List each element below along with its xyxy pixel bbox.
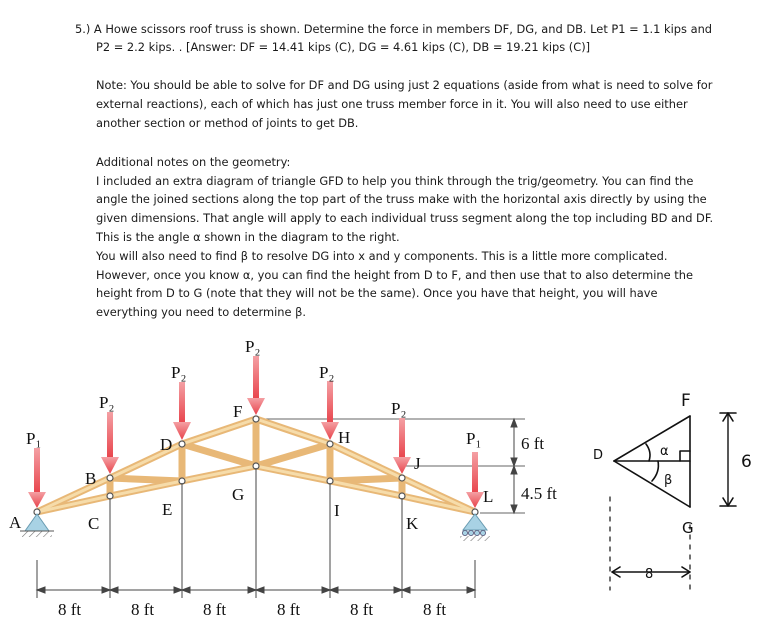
- load-arrow-b: [101, 412, 119, 474]
- load-label-f: P₂: [245, 337, 261, 356]
- span-label-4: 8 ft: [277, 600, 301, 619]
- height-label-bottom: 4.5 ft: [521, 484, 557, 503]
- load-arrow-h: [321, 381, 339, 440]
- note-line-2: external reactions), each of which has just one truss member force in it. You will also need to use either: [96, 97, 688, 111]
- geometry-line-4: given dimensions. That angle will apply to each individual truss segment along the top including BD and DF.: [96, 211, 714, 225]
- support-pin-a: [20, 514, 54, 537]
- node-label-g: G: [232, 485, 245, 504]
- load-label-h: P₂: [319, 363, 335, 382]
- node-label-c: C: [88, 514, 100, 533]
- height-label-top: 6 ft: [521, 434, 545, 453]
- span-label-6: 8 ft: [423, 600, 447, 619]
- node-label-f: F: [233, 402, 243, 421]
- geometry-line-7: However, once you know α, you can find the height from D to F, and then use that to also determine the: [96, 268, 693, 282]
- geometry-line-9: everything you need to determine β.: [96, 305, 306, 319]
- member-ji: [330, 478, 402, 481]
- joint-j: [399, 475, 405, 481]
- load-arrow-d: [173, 382, 191, 440]
- problem-line-1: 5.) A Howe scissors roof truss is shown. Determine the force in members DF, DG, and DB. Let P1 = 1.1 kips and: [75, 22, 713, 36]
- load-label-l: P₁: [466, 429, 482, 448]
- member-hg: [256, 444, 330, 466]
- node-label-k: K: [406, 514, 419, 533]
- load-label-d: P₂: [171, 363, 187, 382]
- sketch-label-g: G: [682, 519, 694, 537]
- sketch-side-dg: [614, 461, 690, 507]
- panel-lines: [37, 468, 475, 598]
- joint-b: [107, 475, 113, 481]
- sketch-label-base: 8: [645, 567, 654, 582]
- sketch-side-df: [614, 416, 690, 461]
- note-line-1: Note: You should be able to solve for DF and DG using just 2 equations (aside from what is need to solve for: [96, 78, 713, 92]
- sketch-label-alpha: α: [660, 444, 669, 459]
- problem-line-2: P2 = 2.2 kips. . [Answer: DF = 14.41 kips (C), DG = 4.61 kips (C), DB = 19.21 kips (C)]: [96, 40, 591, 54]
- geometry-line-2: I included an extra diagram of triangle GFD to help you think through the trig/geometry. You can find the: [96, 174, 694, 188]
- sketch-right-angle: [680, 451, 690, 461]
- load-label-j: P₂: [391, 399, 407, 418]
- sketch-alpha-arc: [646, 444, 650, 461]
- geometry-line-8: height from D to G (note that they will not be the same). Once you have that height, you will have: [96, 286, 658, 300]
- node-label-i: I: [334, 501, 340, 520]
- node-label-l: L: [483, 487, 494, 506]
- node-label-d: D: [160, 435, 173, 454]
- load-label-b: P₂: [99, 393, 115, 412]
- geometry-line-6: You will also need to find β to resolve DG into x and y components. This is a little more complicated.: [96, 249, 668, 263]
- member-be: [110, 478, 182, 481]
- member-dg: [182, 444, 256, 466]
- sketch-label-d: D: [593, 448, 604, 463]
- geometry-line-5: This is the angle α shown in the diagram to the right.: [96, 230, 400, 244]
- sketch-beta-arc: [652, 461, 658, 481]
- node-label-a: A: [9, 513, 22, 532]
- support-roller-l: [460, 514, 490, 541]
- geometry-line-3: angle the joined sections along the top part of the truss make with the horizontal axis directly by using the: [96, 192, 707, 206]
- geometry-line-1: Additional notes on the geometry:: [96, 155, 291, 169]
- span-label-5: 8 ft: [350, 600, 374, 619]
- load-label-a: P₁: [26, 429, 42, 448]
- span-label-2: 8 ft: [131, 600, 155, 619]
- node-label-h: H: [338, 428, 351, 447]
- node-label-e: E: [162, 500, 173, 519]
- load-arrow-a: [28, 448, 46, 508]
- span-label-3: 8 ft: [203, 600, 227, 619]
- span-label-1: 8 ft: [58, 600, 82, 619]
- joint-d: [179, 441, 185, 447]
- joint-f: [253, 416, 259, 422]
- joint-h: [327, 441, 333, 447]
- sketch-label-height: 6: [741, 452, 752, 472]
- sketch-label-beta: β: [664, 473, 673, 488]
- sketch-label-f: F: [681, 391, 691, 411]
- load-arrow-f: [247, 356, 265, 415]
- node-label-b: B: [85, 469, 97, 488]
- load-arrow-l: [466, 452, 484, 508]
- note-line-3: another section or method of joints to get DB.: [96, 116, 359, 130]
- triangle-sketch: [610, 413, 736, 590]
- node-label-j: J: [414, 454, 421, 473]
